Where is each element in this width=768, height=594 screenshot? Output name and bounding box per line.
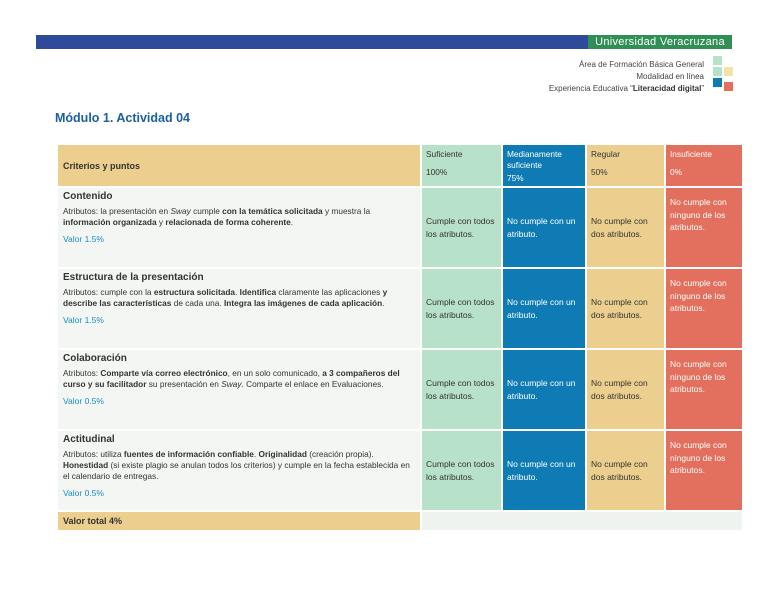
criterion-cell — [58, 350, 420, 429]
table-row — [58, 188, 742, 267]
criterion-cell — [58, 431, 420, 510]
header-row — [58, 145, 742, 186]
criterion-value: Valor 0.5% — [63, 488, 104, 498]
criterion-value: Valor 0.5% — [63, 396, 104, 406]
criterion-name: Contenido — [63, 191, 113, 202]
accent-square-green — [713, 56, 722, 65]
criterion-value: Valor 1.5% — [63, 315, 104, 325]
criterion-name: Estructura de la presentación — [63, 272, 204, 283]
level-header-suficiente: Suficiente 100% — [422, 145, 501, 186]
criterion-cell — [58, 188, 420, 267]
accent-square-green-2 — [713, 67, 722, 76]
cell-regular: No cumple con dos atributos. — [587, 431, 664, 510]
accent-square-blue — [713, 78, 722, 87]
cell-medianamente: No cumple con un atributo. — [503, 350, 585, 429]
cell-regular: No cumple con dos atributos. — [587, 188, 664, 267]
header-line-3: Experiencia Educativa “Literacidad digital” — [548, 84, 704, 93]
cell-regular: No cumple con dos atributos. — [587, 350, 664, 429]
total-value: Valor total 4% — [58, 512, 420, 530]
criteria-header: Criterios y puntos — [58, 145, 420, 186]
table-row — [58, 269, 742, 348]
rubric-table — [56, 143, 744, 532]
criterion-description: Atributos: cumple con la estructura solicitada. Identifica claramente las aplicaciones y describe las características de cada una. Integra las imágenes de cada aplicación. — [63, 287, 388, 308]
cell-insuficiente: No cumple con ninguno de los atributos. — [666, 350, 742, 429]
header-line-1: Área de Formación Básica General — [579, 60, 704, 69]
table-row — [58, 350, 742, 429]
cell-suficiente: Cumple con todos los atributos. — [422, 431, 501, 510]
cell-medianamente: No cumple con un atributo. — [503, 269, 585, 348]
cell-insuficiente: No cumple con ninguno de los atributos. — [666, 188, 742, 267]
level-header-regular: Regular 50% — [587, 145, 664, 186]
criterion-name: Actitudinal — [63, 434, 115, 445]
header-line-2: Modalidad en línea — [636, 72, 704, 81]
level-header-insuficiente: Insuficiente 0% — [666, 145, 742, 186]
cell-suficiente: Cumple con todos los atributos. — [422, 188, 501, 267]
criterion-cell — [58, 269, 420, 348]
cell-regular: No cumple con dos atributos. — [587, 269, 664, 348]
criterion-value: Valor 1.5% — [63, 234, 104, 244]
university-name: Universidad Veracruzana — [588, 35, 732, 49]
cell-medianamente: No cumple con un atributo. — [503, 188, 585, 267]
cell-medianamente: No cumple con un atributo. — [503, 431, 585, 510]
criterion-description: Atributos: la presentación en Sway cumple con la temática solicitada y muestra la información organizada y relacionada de forma coherente. — [63, 206, 371, 227]
criterion-name: Colaboración — [63, 353, 127, 364]
cell-suficiente: Cumple con todos los atributos. — [422, 350, 501, 429]
criterion-description: Atributos: Comparte vía correo electrónico, en un solo comunicado, a 3 compañeros del curso y su facilitador su presentación en Sway. Comparte el enlace en Evaluaciones. — [63, 368, 400, 389]
cell-insuficiente: No cumple con ninguno de los atributos. — [666, 431, 742, 510]
accent-square-red — [724, 82, 733, 91]
total-row — [58, 512, 742, 530]
accent-square-yellow — [724, 67, 733, 76]
table-row — [58, 431, 742, 510]
page-title: Módulo 1. Actividad 04 — [55, 111, 190, 125]
criterion-description: Atributos: utiliza fuentes de información confiable. Originalidad (creación propia). Honestidad (si existe plagio se anulan todos los criterios) y cumple en la fecha establecida en el calendario de entregas. — [63, 449, 410, 481]
cell-insuficiente: No cumple con ninguno de los atributos. — [666, 269, 742, 348]
total-blank — [422, 512, 742, 530]
cell-suficiente: Cumple con todos los atributos. — [422, 269, 501, 348]
level-header-medianamente: Medianamente suficiente 75% — [503, 145, 585, 186]
